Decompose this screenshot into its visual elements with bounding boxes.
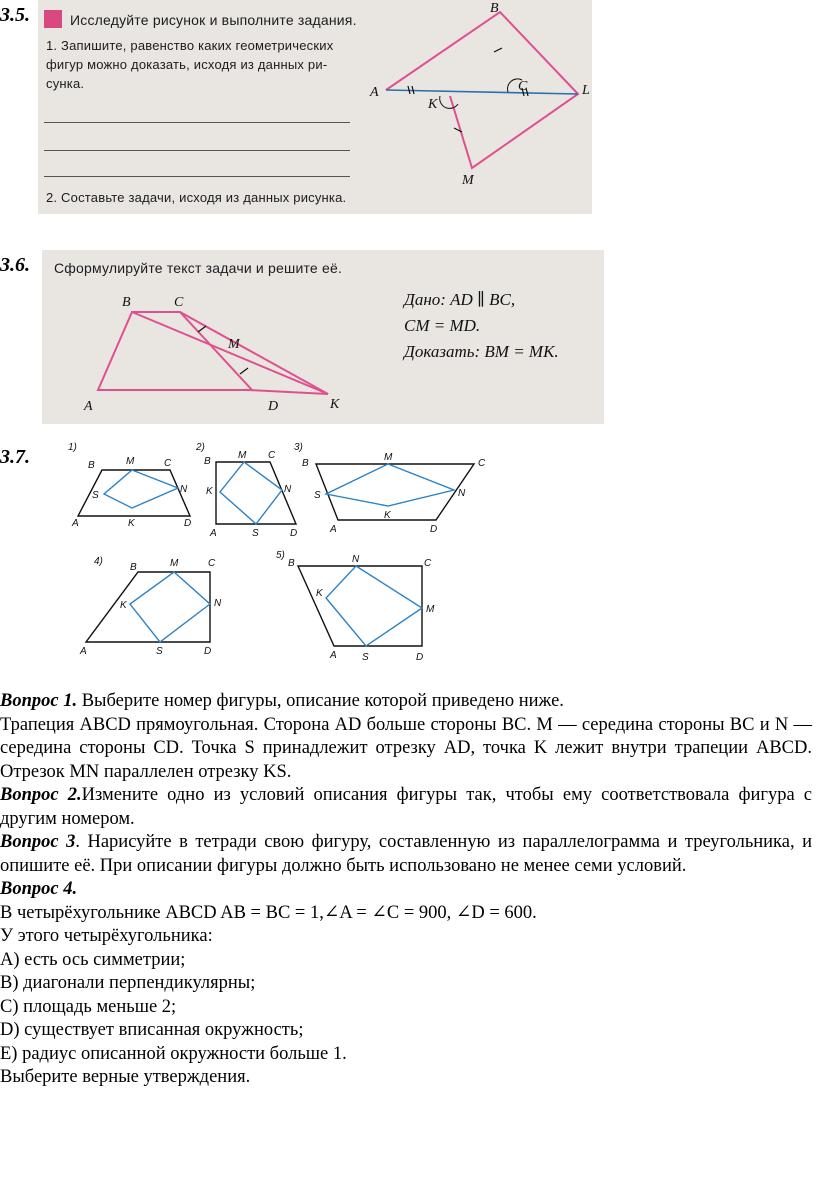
task-1-line-2: фигур можно доказать, исходя из данных ри- <box>46 57 328 72</box>
option-c: C) площадь меньше 2; <box>0 996 177 1017</box>
figure-2 <box>195 442 297 539</box>
question-2-text: Измените одно из условий описания фигуры так, чтобы ему соответствовала фигура с другим номером. <box>0 785 813 829</box>
label-l: L <box>582 83 590 98</box>
label: C <box>268 450 276 461</box>
label: N <box>180 484 188 495</box>
question-3 <box>0 831 812 878</box>
label: S <box>314 490 321 501</box>
label: B <box>88 460 95 471</box>
label: N <box>284 484 292 495</box>
label-a: A <box>370 85 379 100</box>
figure-5-number: 5) <box>276 550 285 561</box>
question-4-intro: У этого четырёхугольника: <box>0 926 213 946</box>
label-m: M <box>462 173 474 188</box>
figure-1-number: 1) <box>68 442 77 453</box>
label: N <box>352 554 360 565</box>
label: M <box>126 456 135 467</box>
prove-line: Доказать: BM = MK. <box>404 342 559 361</box>
task-1-line-3: сунка. <box>46 76 85 91</box>
question-2 <box>0 784 812 831</box>
label: C <box>478 458 486 469</box>
label: C <box>208 558 216 569</box>
label: M <box>170 558 179 569</box>
question-1-text: Выберите номер фигуры, описание которой приведено ниже. <box>77 691 564 711</box>
figure-1 <box>68 442 191 529</box>
task-2-text: 2. Составьте задачи, исходя из данных рисунка. <box>46 190 347 205</box>
label: A <box>330 650 337 661</box>
label-c: C <box>174 295 184 310</box>
option-a: A) есть ось симметрии; <box>0 949 186 970</box>
label: A <box>80 646 87 657</box>
figure-4-number: 4) <box>94 556 103 567</box>
label-k: K <box>330 397 340 412</box>
exercise-3-6-scan <box>42 250 604 424</box>
exercise-3-5-heading: Исследуйте рисунок и выполните задания. <box>70 12 357 28</box>
label-m: M <box>228 337 240 352</box>
label: B <box>204 456 211 467</box>
label: C <box>424 558 432 569</box>
label: A <box>210 528 217 539</box>
figure-4 <box>79 556 222 657</box>
label: D <box>184 518 192 529</box>
option-d: D) существует вписанная окружность; <box>0 1020 304 1040</box>
label-b: B <box>490 1 499 16</box>
label: S <box>92 490 99 501</box>
exercise-number-3-7: 3.7. <box>0 446 30 468</box>
label: K <box>316 588 323 599</box>
given-line-2: CM = MD. <box>404 316 481 335</box>
label: N <box>214 598 222 609</box>
label: S <box>156 646 163 657</box>
option-b: B) диагонали перпендикулярны; <box>0 973 256 993</box>
figure-3-number: 3) <box>294 442 303 453</box>
label: D <box>204 646 212 657</box>
figure-3-6 <box>42 250 604 424</box>
given-line-1: Дано: AD ∥ BC, <box>404 290 516 309</box>
label: K <box>206 486 213 497</box>
question-4 <box>0 878 812 902</box>
label: B <box>130 562 137 573</box>
figure-3-7-set <box>60 436 530 668</box>
question-3-text: . Нарисуйте в тетради свою фигуру, составленную из параллелограмма и треугольника, и опишите её. При описании фигуры должно быть использовано не менее семи условий. <box>0 832 812 876</box>
label: S <box>362 652 369 663</box>
label: K <box>128 518 135 529</box>
question-1-label: Вопрос 1. <box>0 691 78 711</box>
label: D <box>290 528 298 539</box>
figure-5 <box>276 550 435 663</box>
question-4-label: Вопрос 4. <box>0 879 78 899</box>
label: A <box>72 518 79 529</box>
question-3-label: Вопрос 3 <box>0 832 76 852</box>
question-1-description: Трапеция ABCD прямоугольная. Сторона AD больше стороны BC. M — середина стороны BC и N — середина стороны CD. Точка S принадлежит отрезку AD, точка K лежит внутри трапеции ABCD. Отрезок MN параллелен отрезку KS. <box>0 714 812 782</box>
label: M <box>238 450 247 461</box>
questions-block <box>0 690 812 1090</box>
label-a: A <box>84 399 93 414</box>
option-e: E) радиус описанной окружности больше 1. <box>0 1043 347 1064</box>
label: B <box>288 558 295 569</box>
question-4-condition: В четырёхугольнике ABCD AB = BC = 1,∠A = ∠C = 900, ∠D = 600. <box>0 902 537 923</box>
label: N <box>458 488 466 499</box>
label: B <box>302 458 309 469</box>
label: S <box>252 528 259 539</box>
label-c: C <box>518 79 528 94</box>
label-b: B <box>122 295 131 310</box>
figure-3 <box>294 442 486 535</box>
question-2-label: Вопрос 2. <box>0 785 82 805</box>
exercise-number-3-6: 3.6. <box>0 254 30 276</box>
label-k: K <box>428 97 438 112</box>
figure-3-5 <box>38 0 592 214</box>
exercise-3-5-scan <box>38 0 592 214</box>
label: A <box>330 524 337 535</box>
exercise-number-3-5: 3.5. <box>0 4 30 26</box>
label: M <box>426 604 435 615</box>
label-d: D <box>268 399 279 414</box>
task-1-line-1: 1. Запишите, равенство каких геометрических <box>46 38 334 53</box>
exercise-3-6-heading: Сформулируйте текст задачи и решите её. <box>54 260 343 276</box>
label: K <box>120 600 127 611</box>
label: C <box>164 458 172 469</box>
label: K <box>384 510 391 521</box>
label: D <box>416 652 424 663</box>
label: M <box>384 452 393 463</box>
question-1 <box>0 690 812 714</box>
label: D <box>430 524 438 535</box>
figure-2-number: 2) <box>196 442 205 453</box>
question-4-final: Выберите верные утверждения. <box>0 1067 251 1087</box>
